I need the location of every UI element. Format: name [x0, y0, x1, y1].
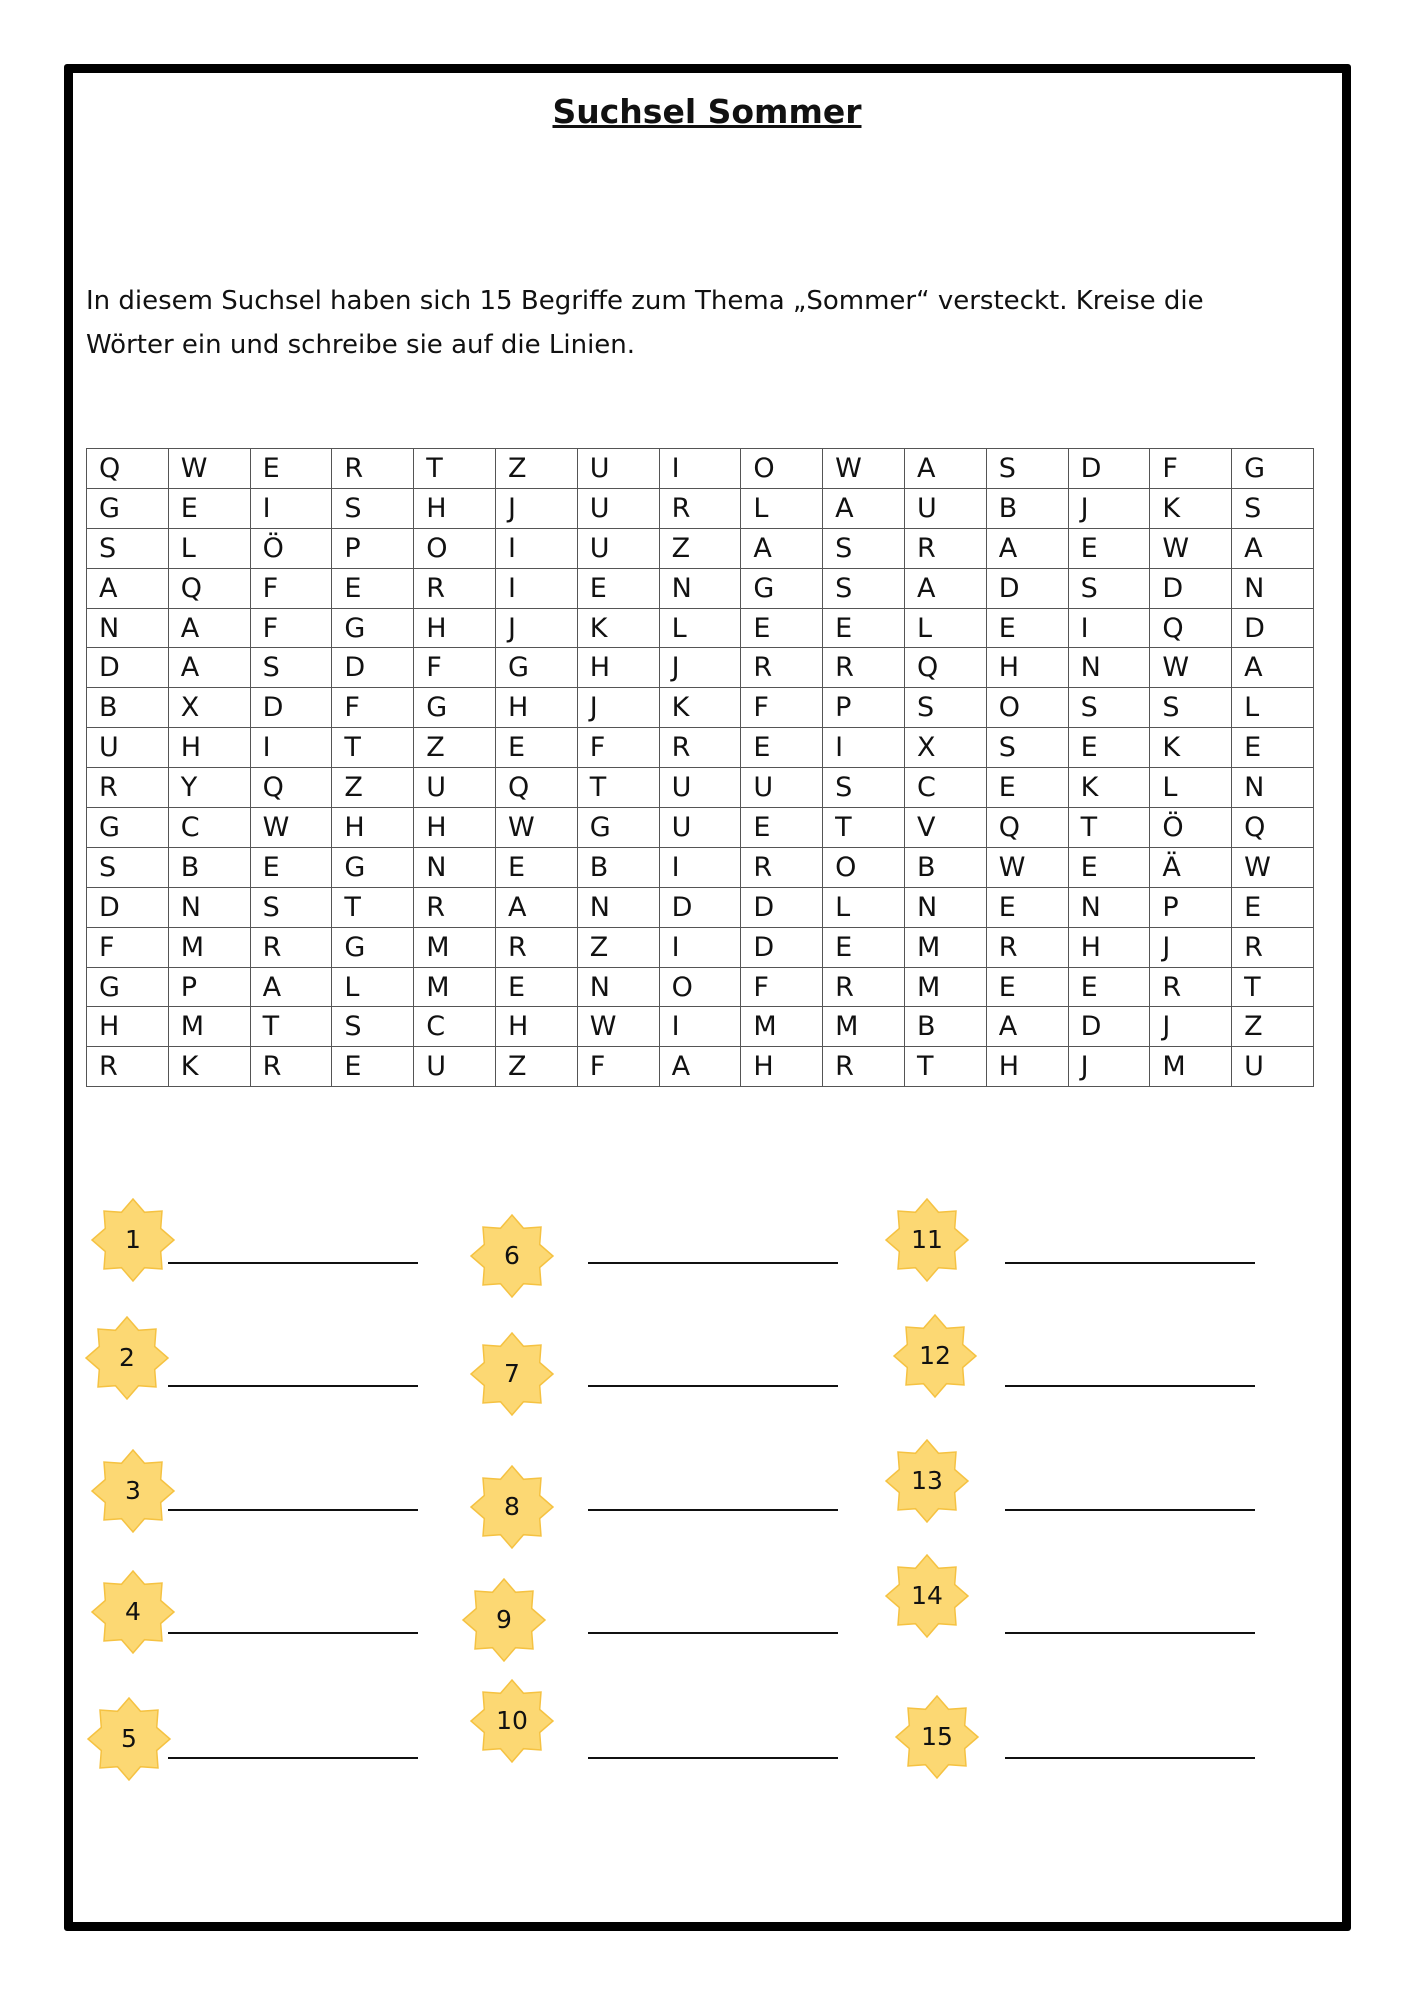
grid-cell[interactable]: F — [741, 688, 823, 728]
grid-cell[interactable]: Z — [577, 927, 659, 967]
grid-cell[interactable]: H — [168, 728, 250, 768]
answer-number: 9 — [496, 1605, 512, 1634]
answer-line[interactable] — [1005, 1632, 1255, 1634]
sun-badge — [470, 1679, 554, 1763]
grid-cell[interactable]: M — [904, 967, 986, 1007]
answer-number: 4 — [125, 1597, 141, 1626]
grid-cell[interactable]: N — [904, 887, 986, 927]
grid-cell[interactable]: H — [87, 1007, 169, 1047]
grid-cell[interactable]: G — [332, 608, 414, 648]
grid-cell[interactable]: O — [986, 688, 1068, 728]
grid-cell[interactable]: L — [904, 608, 986, 648]
sun-badge — [885, 1439, 969, 1523]
grid-cell[interactable]: E — [1068, 528, 1150, 568]
grid-cell[interactable]: U — [414, 1047, 496, 1087]
grid-cell[interactable]: J — [1150, 1007, 1232, 1047]
grid-cell[interactable]: O — [823, 847, 905, 887]
grid-cell[interactable]: Z — [414, 728, 496, 768]
grid-cell[interactable]: T — [904, 1047, 986, 1087]
grid-cell[interactable]: C — [414, 1007, 496, 1047]
grid-cell[interactable]: R — [659, 728, 741, 768]
answer-number: 5 — [121, 1724, 137, 1753]
grid-cell[interactable]: G — [87, 808, 169, 848]
sun-badge — [91, 1449, 175, 1533]
grid-cell[interactable]: O — [414, 528, 496, 568]
grid-cell[interactable]: D — [1068, 1007, 1150, 1047]
grid-cell[interactable]: R — [741, 648, 823, 688]
grid-cell[interactable]: Ö — [1150, 808, 1232, 848]
grid-cell[interactable]: A — [168, 608, 250, 648]
grid-cell[interactable]: G — [1232, 449, 1314, 489]
grid-cell[interactable]: S — [1068, 568, 1150, 608]
answer-line[interactable] — [588, 1632, 838, 1634]
grid-cell[interactable]: R — [87, 768, 169, 808]
grid-cell[interactable]: Q — [1232, 808, 1314, 848]
grid-cell[interactable]: W — [1150, 528, 1232, 568]
grid-cell[interactable]: B — [577, 847, 659, 887]
grid-cell[interactable]: E — [986, 608, 1068, 648]
grid-cell[interactable]: Q — [250, 768, 332, 808]
grid-cell[interactable]: J — [495, 608, 577, 648]
grid-cell[interactable]: D — [87, 648, 169, 688]
grid-cell[interactable]: F — [414, 648, 496, 688]
grid-cell[interactable]: R — [659, 488, 741, 528]
grid-cell[interactable]: P — [823, 688, 905, 728]
grid-cell[interactable]: H — [986, 1047, 1068, 1087]
grid-cell[interactable]: F — [741, 967, 823, 1007]
grid-cell[interactable]: P — [168, 967, 250, 1007]
grid-cell[interactable]: D — [87, 887, 169, 927]
grid-cell[interactable]: E — [1068, 728, 1150, 768]
grid-cell[interactable]: I — [823, 728, 905, 768]
grid-cell[interactable]: U — [659, 808, 741, 848]
grid-cell[interactable]: Z — [659, 528, 741, 568]
grid-cell[interactable]: E — [741, 808, 823, 848]
grid-cell[interactable]: H — [495, 1007, 577, 1047]
grid-cell[interactable]: U — [659, 768, 741, 808]
grid-cell[interactable]: A — [495, 887, 577, 927]
grid-cell[interactable]: M — [414, 967, 496, 1007]
grid-cell[interactable]: S — [823, 768, 905, 808]
grid-cell[interactable]: W — [823, 449, 905, 489]
grid-cell[interactable]: B — [87, 688, 169, 728]
grid-cell[interactable]: L — [741, 488, 823, 528]
grid-cell[interactable]: T — [332, 728, 414, 768]
grid-cell[interactable]: R — [741, 847, 823, 887]
grid-cell[interactable]: R — [823, 1047, 905, 1087]
grid-cell[interactable]: J — [495, 488, 577, 528]
grid-cell[interactable]: S — [332, 488, 414, 528]
answer-number: 8 — [504, 1492, 520, 1521]
grid-cell[interactable]: A — [168, 648, 250, 688]
instructions-line-2: Wörter ein und schreibe sie auf die Linien. — [86, 330, 636, 360]
grid-cell[interactable]: E — [495, 728, 577, 768]
grid-cell[interactable]: T — [1232, 967, 1314, 1007]
grid-cell[interactable]: N — [659, 568, 741, 608]
grid-cell[interactable]: S — [1150, 688, 1232, 728]
grid-cell[interactable]: D — [1150, 568, 1232, 608]
grid-cell[interactable]: E — [1068, 967, 1150, 1007]
sun-badge — [91, 1570, 175, 1654]
grid-cell[interactable]: U — [741, 768, 823, 808]
grid-cell[interactable]: X — [168, 688, 250, 728]
grid-cell[interactable]: W — [986, 847, 1068, 887]
sun-badge — [470, 1465, 554, 1549]
grid-cell[interactable]: S — [1068, 688, 1150, 728]
grid-cell[interactable]: R — [414, 568, 496, 608]
grid-cell[interactable]: Q — [87, 449, 169, 489]
grid-cell[interactable]: S — [823, 528, 905, 568]
answer-line[interactable] — [1005, 1509, 1255, 1511]
grid-cell[interactable]: A — [986, 528, 1068, 568]
grid-cell[interactable]: I — [250, 728, 332, 768]
grid-cell[interactable]: F — [577, 728, 659, 768]
grid-cell[interactable]: G — [495, 648, 577, 688]
grid-cell[interactable]: D — [659, 887, 741, 927]
grid-cell[interactable]: B — [904, 847, 986, 887]
grid-cell[interactable]: R — [823, 967, 905, 1007]
sun-badge — [87, 1697, 171, 1781]
page-title: Suchsel Sommer — [552, 92, 862, 131]
grid-cell[interactable]: J — [1150, 927, 1232, 967]
grid-cell[interactable]: E — [741, 728, 823, 768]
grid-cell[interactable]: D — [1232, 608, 1314, 648]
answer-line[interactable] — [1005, 1385, 1255, 1387]
grid-cell[interactable]: A — [741, 528, 823, 568]
grid-cell[interactable]: Z — [332, 768, 414, 808]
grid-cell[interactable]: R — [332, 449, 414, 489]
grid-cell[interactable]: L — [168, 528, 250, 568]
grid-cell[interactable]: D — [741, 927, 823, 967]
answer-number: 3 — [125, 1476, 141, 1505]
grid-cell[interactable]: N — [577, 967, 659, 1007]
grid-cell[interactable]: I — [659, 847, 741, 887]
grid-cell[interactable]: H — [1068, 927, 1150, 967]
grid-cell[interactable]: S — [904, 688, 986, 728]
grid-cell[interactable]: L — [1232, 688, 1314, 728]
grid-cell[interactable]: M — [823, 1007, 905, 1047]
grid-cell[interactable]: G — [87, 488, 169, 528]
grid-cell[interactable]: J — [1068, 1047, 1150, 1087]
grid-cell[interactable]: U — [904, 488, 986, 528]
grid-cell[interactable]: G — [332, 927, 414, 967]
grid-cell[interactable]: E — [823, 927, 905, 967]
answer-line[interactable] — [588, 1509, 838, 1511]
grid-cell[interactable]: E — [986, 967, 1068, 1007]
sun-badge — [85, 1316, 169, 1400]
grid-cell[interactable]: E — [986, 887, 1068, 927]
answer-number: 14 — [911, 1581, 943, 1610]
grid-cell[interactable]: K — [1150, 728, 1232, 768]
grid-cell[interactable]: L — [659, 608, 741, 648]
sun-badge — [91, 1198, 175, 1282]
grid-cell[interactable]: W — [577, 1007, 659, 1047]
answer-line[interactable] — [588, 1262, 838, 1264]
grid-cell[interactable]: C — [904, 768, 986, 808]
grid-cell[interactable]: R — [904, 528, 986, 568]
grid-cell[interactable]: D — [250, 688, 332, 728]
grid-cell[interactable]: S — [250, 648, 332, 688]
answer-number: 10 — [496, 1706, 528, 1735]
grid-cell[interactable]: E — [332, 568, 414, 608]
sun-badge — [885, 1554, 969, 1638]
grid-cell[interactable]: E — [495, 847, 577, 887]
grid-cell[interactable]: B — [986, 488, 1068, 528]
grid-cell[interactable]: Q — [986, 808, 1068, 848]
grid-cell[interactable]: Z — [495, 449, 577, 489]
answer-line[interactable] — [168, 1509, 418, 1511]
grid-cell[interactable]: H — [414, 608, 496, 648]
grid-cell[interactable]: X — [904, 728, 986, 768]
answer-number: 11 — [911, 1225, 943, 1254]
grid-cell[interactable]: W — [250, 808, 332, 848]
grid-cell[interactable]: S — [250, 887, 332, 927]
grid-cell[interactable]: N — [1068, 887, 1150, 927]
sun-badge — [895, 1695, 979, 1779]
answer-line[interactable] — [168, 1262, 418, 1264]
answer-number: 1 — [125, 1225, 141, 1254]
grid-cell[interactable]: Q — [495, 768, 577, 808]
grid-cell[interactable]: H — [577, 648, 659, 688]
instructions-line-1: In diesem Suchsel haben sich 15 Begriffe zum Thema „Sommer“ versteckt. Kreise die — [86, 286, 1204, 316]
grid-cell[interactable]: S — [332, 1007, 414, 1047]
grid-cell[interactable]: E — [495, 967, 577, 1007]
grid-cell[interactable]: Y — [168, 768, 250, 808]
grid-cell[interactable]: L — [823, 887, 905, 927]
grid-cell[interactable]: G — [414, 688, 496, 728]
grid-cell[interactable]: J — [659, 648, 741, 688]
answer-number: 2 — [119, 1343, 135, 1372]
grid-cell[interactable]: T — [332, 887, 414, 927]
grid-cell[interactable]: E — [1068, 847, 1150, 887]
grid-cell[interactable]: E — [1232, 728, 1314, 768]
grid-cell[interactable]: D — [1068, 449, 1150, 489]
grid-cell[interactable]: H — [414, 808, 496, 848]
grid-cell[interactable]: S — [823, 568, 905, 608]
grid-cell[interactable]: O — [659, 967, 741, 1007]
grid-cell[interactable]: G — [87, 967, 169, 1007]
grid-cell[interactable]: P — [332, 528, 414, 568]
grid-cell[interactable]: I — [659, 927, 741, 967]
grid-cell[interactable]: G — [332, 847, 414, 887]
grid-cell[interactable]: B — [168, 847, 250, 887]
grid-cell[interactable]: E — [250, 847, 332, 887]
grid-cell[interactable]: R — [1150, 967, 1232, 1007]
grid-cell[interactable]: E — [823, 608, 905, 648]
grid-cell[interactable]: F — [250, 568, 332, 608]
grid-cell[interactable]: R — [250, 1047, 332, 1087]
answer-number: 6 — [504, 1241, 520, 1270]
grid-cell[interactable]: L — [332, 967, 414, 1007]
grid-cell[interactable]: F — [332, 688, 414, 728]
grid-cell[interactable]: U — [414, 768, 496, 808]
grid-cell[interactable]: A — [1232, 528, 1314, 568]
sun-badge — [893, 1314, 977, 1398]
grid-cell[interactable]: T — [823, 808, 905, 848]
grid-cell[interactable]: A — [904, 449, 986, 489]
grid-cell[interactable]: J — [577, 688, 659, 728]
grid-cell[interactable]: E — [168, 488, 250, 528]
grid-cell[interactable]: R — [495, 927, 577, 967]
grid-cell[interactable]: W — [1232, 847, 1314, 887]
grid-cell[interactable]: M — [904, 927, 986, 967]
grid-cell[interactable]: F — [1150, 449, 1232, 489]
grid-cell[interactable]: Q — [168, 568, 250, 608]
grid-cell[interactable]: Z — [495, 1047, 577, 1087]
grid-cell[interactable]: U — [577, 528, 659, 568]
grid-cell[interactable]: K — [1068, 768, 1150, 808]
grid-cell[interactable]: E — [250, 449, 332, 489]
grid-cell[interactable]: T — [1068, 808, 1150, 848]
grid-cell[interactable]: R — [986, 927, 1068, 967]
grid-cell[interactable]: W — [1150, 648, 1232, 688]
grid-cell[interactable]: A — [823, 488, 905, 528]
grid-cell[interactable]: H — [414, 488, 496, 528]
grid-cell[interactable]: R — [250, 927, 332, 967]
grid-cell[interactable]: A — [250, 967, 332, 1007]
answer-number: 12 — [919, 1341, 951, 1370]
grid-cell[interactable]: T — [414, 449, 496, 489]
grid-cell[interactable]: S — [1232, 488, 1314, 528]
grid-cell[interactable]: N — [1232, 768, 1314, 808]
grid-cell[interactable]: B — [904, 1007, 986, 1047]
grid-cell[interactable]: R — [823, 648, 905, 688]
grid-cell[interactable]: N — [1232, 568, 1314, 608]
grid-cell[interactable]: T — [577, 768, 659, 808]
grid-cell[interactable]: D — [332, 648, 414, 688]
grid-cell[interactable]: Ä — [1150, 847, 1232, 887]
grid-cell[interactable]: I — [495, 568, 577, 608]
grid-cell[interactable]: F — [577, 1047, 659, 1087]
grid-cell[interactable]: G — [577, 808, 659, 848]
grid-cell[interactable]: T — [250, 1007, 332, 1047]
sun-badge — [470, 1332, 554, 1416]
grid-cell[interactable]: K — [1150, 488, 1232, 528]
grid-cell[interactable]: U — [87, 728, 169, 768]
grid-cell[interactable]: G — [741, 568, 823, 608]
grid-cell[interactable]: D — [986, 568, 1068, 608]
grid-cell[interactable]: M — [168, 927, 250, 967]
grid-cell[interactable]: L — [1150, 768, 1232, 808]
grid-cell[interactable]: M — [1150, 1047, 1232, 1087]
grid-cell[interactable]: S — [87, 847, 169, 887]
grid-cell[interactable]: S — [986, 728, 1068, 768]
grid-cell[interactable]: M — [168, 1007, 250, 1047]
grid-cell[interactable]: H — [495, 688, 577, 728]
grid-cell[interactable]: Q — [904, 648, 986, 688]
grid-cell[interactable]: F — [250, 608, 332, 648]
grid-cell[interactable]: A — [904, 568, 986, 608]
grid-cell[interactable]: F — [87, 927, 169, 967]
grid-cell[interactable]: R — [414, 887, 496, 927]
grid-cell[interactable]: A — [1232, 648, 1314, 688]
answer-line[interactable] — [168, 1385, 418, 1387]
grid-cell[interactable]: N — [414, 847, 496, 887]
grid-cell[interactable]: P — [1150, 887, 1232, 927]
grid-cell[interactable]: E — [1232, 887, 1314, 927]
grid-cell[interactable]: W — [168, 449, 250, 489]
answer-line[interactable] — [588, 1385, 838, 1387]
grid-cell[interactable]: K — [659, 688, 741, 728]
grid-cell[interactable]: O — [741, 449, 823, 489]
grid-cell[interactable]: I — [1068, 608, 1150, 648]
grid-cell[interactable]: D — [741, 887, 823, 927]
grid-cell[interactable]: A — [87, 568, 169, 608]
grid-cell[interactable]: Z — [1232, 1007, 1314, 1047]
grid-cell[interactable]: W — [495, 808, 577, 848]
grid-cell[interactable]: A — [986, 1007, 1068, 1047]
grid-cell[interactable]: I — [250, 488, 332, 528]
answer-line[interactable] — [168, 1632, 418, 1634]
grid-cell[interactable]: N — [1068, 648, 1150, 688]
grid-cell[interactable]: I — [659, 1007, 741, 1047]
grid-cell[interactable]: E — [986, 768, 1068, 808]
grid-cell[interactable]: I — [659, 449, 741, 489]
answer-line[interactable] — [1005, 1757, 1255, 1759]
grid-cell[interactable]: K — [577, 608, 659, 648]
grid-cell[interactable]: Q — [1150, 608, 1232, 648]
grid-cell[interactable]: H — [986, 648, 1068, 688]
sun-badge — [470, 1214, 554, 1298]
grid-cell[interactable]: H — [741, 1047, 823, 1087]
grid-cell[interactable]: E — [577, 568, 659, 608]
grid-cell[interactable]: M — [741, 1007, 823, 1047]
answer-line[interactable] — [168, 1757, 418, 1759]
grid-cell[interactable]: U — [577, 449, 659, 489]
grid-cell[interactable]: C — [168, 808, 250, 848]
grid-cell[interactable]: R — [1232, 927, 1314, 967]
grid-cell[interactable]: E — [741, 608, 823, 648]
grid-cell[interactable]: U — [577, 488, 659, 528]
sun-badge — [885, 1198, 969, 1282]
grid-cell[interactable]: A — [659, 1047, 741, 1087]
grid-cell[interactable]: E — [332, 1047, 414, 1087]
grid-cell[interactable]: N — [577, 887, 659, 927]
grid-cell[interactable]: I — [495, 528, 577, 568]
grid-cell[interactable]: K — [168, 1047, 250, 1087]
answer-line[interactable] — [588, 1757, 838, 1759]
grid-cell[interactable]: M — [414, 927, 496, 967]
grid-cell[interactable]: U — [1232, 1047, 1314, 1087]
answer-number: 7 — [504, 1359, 520, 1388]
answer-number: 15 — [921, 1722, 953, 1751]
grid-cell[interactable]: N — [168, 887, 250, 927]
grid-cell[interactable]: R — [87, 1047, 169, 1087]
grid-cell[interactable]: Ö — [250, 528, 332, 568]
answer-line[interactable] — [1005, 1262, 1255, 1264]
grid-cell[interactable]: S — [986, 449, 1068, 489]
grid-cell[interactable]: N — [87, 608, 169, 648]
answer-number: 13 — [911, 1466, 943, 1495]
grid-cell[interactable]: V — [904, 808, 986, 848]
grid-cell[interactable]: H — [332, 808, 414, 848]
grid-cell[interactable]: J — [1068, 488, 1150, 528]
sun-badge — [462, 1578, 546, 1662]
grid-cell[interactable]: S — [87, 528, 169, 568]
